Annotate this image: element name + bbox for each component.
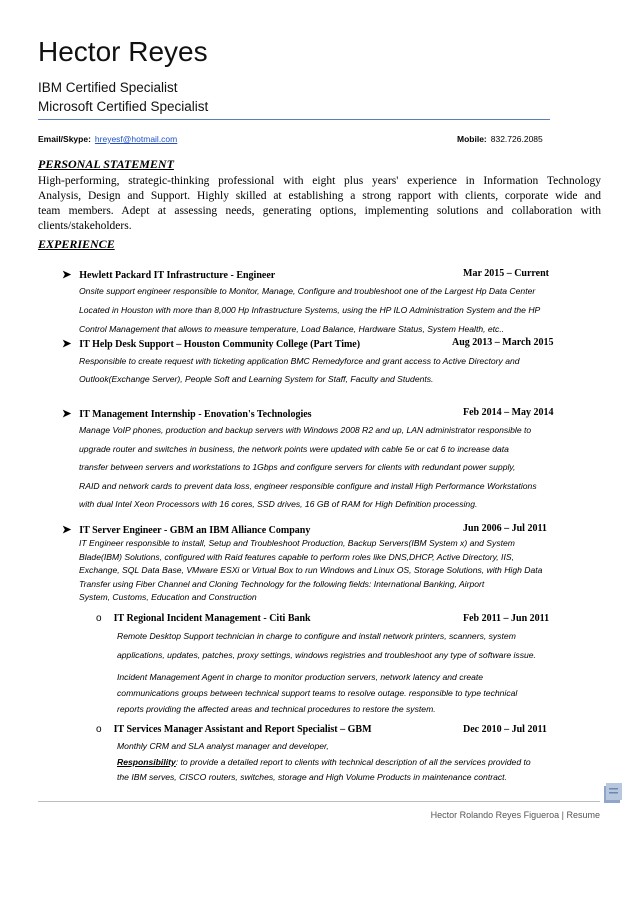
statement-line: team members. Adept at assessing needs, generating options, implementing solutions and collaboration with (38, 205, 601, 217)
desc-line: Responsible to create request with ticketing application BMC Remedyforce and grant access to Active Directory and (79, 356, 520, 366)
sub-role-description-citi-2 (117, 669, 601, 717)
desc-line: reports providing the affected areas and technical procedures to restore the system. (117, 704, 436, 714)
desc-line: Monthly CRM and SLA analyst manager and developer, (117, 741, 329, 751)
desc-line: the IBM serves, CISCO routers, switches, storage and High Volume Products in maintenance contract. (117, 772, 507, 782)
job-title-text: Hewlett Packard IT Infrastructure - Engineer (79, 270, 276, 281)
personal-statement-text (38, 174, 601, 234)
desc-line: Exchange, SQL Data Base, VMware ESXi or Virtual Box to run Windows and Linux OS, Storage Solutions, with High Data (79, 565, 543, 575)
arrow-bullet-icon: ➤ (62, 408, 72, 420)
job-description-hcc (79, 352, 599, 388)
page-footer: Hector Rolando Reyes Figueroa | Resume (430, 810, 600, 820)
job-date-hcc: Aug 2013 – March 2015 (452, 337, 554, 348)
desc-line: Incident Management Agent in charge to monitor production servers, network latency and create (117, 672, 484, 682)
job-title-enovation (62, 407, 312, 420)
personal-statement-heading: PERSONAL STATEMENT (38, 157, 174, 171)
desc-line: upgrade router and switches in business, the network points were updated with cable 5e or cat 6 to increase data (79, 443, 509, 454)
arrow-bullet-icon: ➤ (62, 524, 72, 536)
job-description-gbm (79, 537, 599, 605)
job-description-hp (79, 282, 599, 339)
page-corner-icon (603, 782, 623, 809)
statement-line: clients/stakeholders. (38, 220, 132, 232)
desc-line: System, Customs, Education and Construction (79, 592, 257, 602)
email-link[interactable]: hreyesf@hotmail.com (94, 134, 178, 144)
desc-line: Outlook(Exchange Server), People Soft and Learning System for Staff, Faculty and Students. (79, 374, 434, 384)
job-title-text: IT Server Engineer - GBM an IBM Alliance Company (79, 525, 311, 536)
statement-line: Analysis, Design and Support. Highly skilled at establishing a strong rapport with clients, corporate wide and (38, 190, 601, 202)
experience-heading: EXPERIENCE (38, 237, 115, 251)
desc-line: Blade(IBM) Solutions, configured with Raid features capable to perform roles like DNS,DHCP, Active Directory, IIS, (79, 551, 514, 562)
certification-microsoft: Microsoft Certified Specialist (38, 99, 209, 114)
job-title-gbm (62, 523, 310, 536)
mobile-number: 832.726.2085 (490, 134, 543, 144)
desc-line: communications groups between technical support teams to resolve outage. responsible to type technical (117, 688, 518, 698)
email-contact (38, 134, 177, 144)
statement-line: High-performing, strategic-thinking professional with eight plus years' experience in Information Technology (38, 175, 601, 187)
sub-role-title-gbm (96, 724, 372, 735)
sub-role-description-gbm (117, 739, 601, 786)
sub-role-date-citi: Feb 2011 – Jun 2011 (463, 613, 550, 624)
email-label: Email/Skype: (38, 134, 91, 144)
candidate-name: Hector Reyes (38, 36, 208, 67)
desc-line: Manage VoIP phones, production and backup servers with Windows 2008 R2 and up, LAN administrator responsible to (79, 425, 532, 435)
job-description-enovation (79, 421, 599, 514)
sub-role-date-gbm: Dec 2010 – Jul 2011 (463, 724, 547, 735)
desc-line: Located in Houston with more than 8,000 Hp Infrastructure Systems, using the HP ILO Administration System and the HP (79, 305, 541, 315)
responsibility-text: : to provide a detailed report to clients with technical description of all the services provided to (175, 756, 531, 767)
desc-line: applications, updates, patches, proxy settings, windows registries and troubleshoot any type of software issue. (117, 650, 536, 660)
desc-line: IT Engineer responsible to install, Setup and Troubleshoot Production, Backup Servers(IBM System x) and System (79, 538, 515, 548)
header-divider (38, 119, 550, 120)
job-title-text: IT Help Desk Support – Houston Community College (Part Time) (79, 339, 361, 350)
arrow-bullet-icon: ➤ (62, 269, 72, 281)
desc-line: transfer between servers and workstations to 1Gbps and configure servers for clients with redundant power supply, (79, 462, 516, 472)
desc-line: Remote Desktop Support technician in charge to configure and install network printers, scanners, system (117, 631, 516, 641)
mobile-contact (457, 134, 543, 144)
mobile-label: Mobile: (457, 134, 487, 144)
job-title-hcc (62, 337, 360, 350)
job-title-hp (62, 268, 275, 281)
sub-role-title-text: IT Services Manager Assistant and Report Specialist – GBM (113, 724, 372, 735)
desc-line (117, 755, 601, 771)
sub-role-title-text: IT Regional Incident Management - Citi Bank (113, 613, 311, 624)
circle-bullet-icon: o (96, 724, 102, 735)
desc-line: Control Management that allows to measure temperature, Load Balance, Hardware Status, System Health, etc.. (79, 324, 505, 334)
desc-line: with dual Intel Xeon Processors with 16 cores, SSD drives, 16 GB of RAM for High Definition processing. (79, 499, 478, 509)
certification-ibm: IBM Certified Specialist (38, 80, 178, 95)
job-date-enovation: Feb 2014 – May 2014 (463, 407, 554, 418)
responsibility-label: Responsibility (117, 756, 176, 767)
sub-role-title-citi (96, 613, 311, 624)
job-date-hp: Mar 2015 – Current (463, 268, 550, 279)
desc-line: Onsite support engineer responsible to Monitor, Manage, Configure and troubleshoot one of the Largest Hp Data Center (79, 286, 536, 296)
sub-role-description-citi (117, 627, 601, 665)
footer-divider (38, 801, 600, 802)
desc-line: Transfer using Fiber Channel and Cloning Technology for the following fields: International Banking, Airport (79, 578, 485, 589)
circle-bullet-icon: o (96, 613, 102, 624)
job-title-text: IT Management Internship - Enovation's Technologies (79, 409, 312, 420)
arrow-bullet-icon: ➤ (62, 338, 72, 350)
job-date-gbm: Jun 2006 – Jul 2011 (463, 523, 547, 534)
desc-line: RAID and network cards to prevent data loss, engineer responsible configure and install High Performance Workstations (79, 480, 537, 491)
